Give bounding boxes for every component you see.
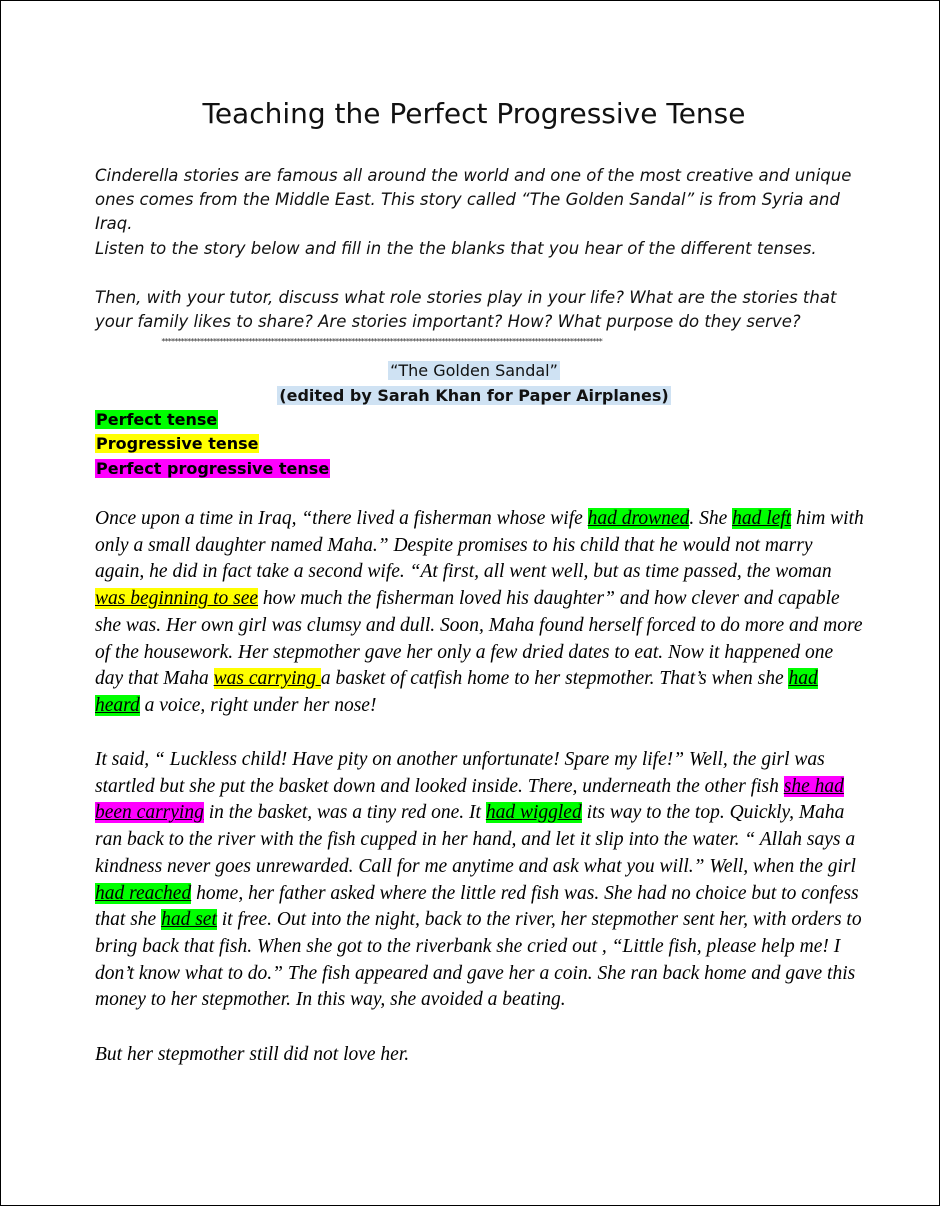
intro-paragraph-3: Then, with your tutor, discuss what role stories play in your life? What are the stories that your family likes to share? Are stories important? How? What purpose do they serve? — [95, 288, 837, 331]
story-text: a basket of catfish home to her stepmother. That’s when she — [320, 668, 789, 690]
story-title-text: “The Golden Sandal” — [390, 361, 558, 380]
story-credit — [1, 386, 940, 405]
legend-progressive — [95, 434, 259, 453]
story-text: how much the fisherman loved his daughter” and how clever and capable she was. Her own girl was clumsy and dull. Soon, Maha found herself forced to do more and more of the housework. Her stepmother gave her only a few dried dates to eat. Now it happened one day that Maha — [95, 588, 863, 690]
perfect-tense-highlight: had set — [161, 909, 217, 931]
story-text: in the basket, was a tiny red one. It — [203, 802, 486, 824]
perfect-progressive-highlight: she had been carrying — [95, 775, 844, 824]
story-paragraph-3: But her stepmother still did not love her. — [95, 1044, 410, 1065]
legend-perfect-progressive — [95, 459, 330, 478]
story-text: . She — [689, 508, 733, 529]
perfect-tense-highlight: had heard — [95, 668, 818, 716]
story-text: it free. Out into the night, back to the river, her stepmother sent her, with orders to bring back that fish. When she got to the riverbank she cried out , “Little fish, please help me! I don’t know what to do.” The fish appeared and gave her a coin. She ran back home and gave this money to her stepmother. In this way, she avoided a beating. — [95, 909, 862, 1011]
perfect-tense-highlight: had reached — [95, 882, 192, 904]
page-title: Teaching the Perfect Progressive Tense — [202, 97, 746, 130]
progressive-tense-highlight: was beginning to see — [95, 588, 259, 610]
legend-perfect-progressive-label: Perfect progressive tense — [96, 459, 330, 478]
story-paragraph-2 — [95, 747, 865, 1014]
legend-progressive-label: Progressive tense — [96, 434, 259, 453]
story-text: Once upon a time in Iraq, “there lived a fisherman whose wife — [95, 508, 588, 529]
story-text: home, her father asked where the little red fish was. She had no choice but to confess that she — [95, 882, 859, 931]
story-credit-text: (edited by Sarah Khan for Paper Airplanes) — [279, 386, 669, 405]
perfect-tense-highlight: had wiggled — [485, 802, 582, 824]
story-text: It said, “ Luckless child! Have pity on another unfortunate! Spare my life!” Well, the girl was startled but she put the basket down and looked inside. There, underneath the other fish — [95, 749, 825, 797]
progressive-tense-highlight: was carrying — [213, 668, 321, 690]
intro-paragraph-1: Cinderella stories are famous all around the world and one of the most creative and unique ones comes from the Middle East. This story called “The Golden Sandal” is from Syria and Iraq. — [95, 166, 852, 233]
story-text: its way to the top. Quickly, Maha ran back to the river with the fish cupped in her hand, and let it slip into the water. “ Allah says a kindness never goes unrewarded. Call for me anytime and ask what you will.” Well, when the girl — [95, 802, 856, 877]
perfect-tense-highlight: had drowned — [587, 508, 690, 529]
separator-line: ***************************************************************************************************************************************** — [161, 337, 602, 346]
legend-perfect — [95, 410, 218, 429]
perfect-tense-highlight: had left — [732, 508, 792, 529]
story-paragraph-1 — [95, 506, 865, 720]
story-title — [1, 361, 940, 380]
story-text: him with only a small daughter named Maha.” Despite promises to his child that he would not marry again, he did in fact take a second wife. “At first, all went well, but as time passed, the woman — [95, 508, 864, 583]
intro-paragraph-2: Listen to the story below and fill in the the blanks that you hear of the different tenses. — [95, 239, 817, 258]
legend-perfect-label: Perfect tense — [96, 410, 218, 429]
story-text: a voice, right under her nose! — [139, 694, 377, 716]
